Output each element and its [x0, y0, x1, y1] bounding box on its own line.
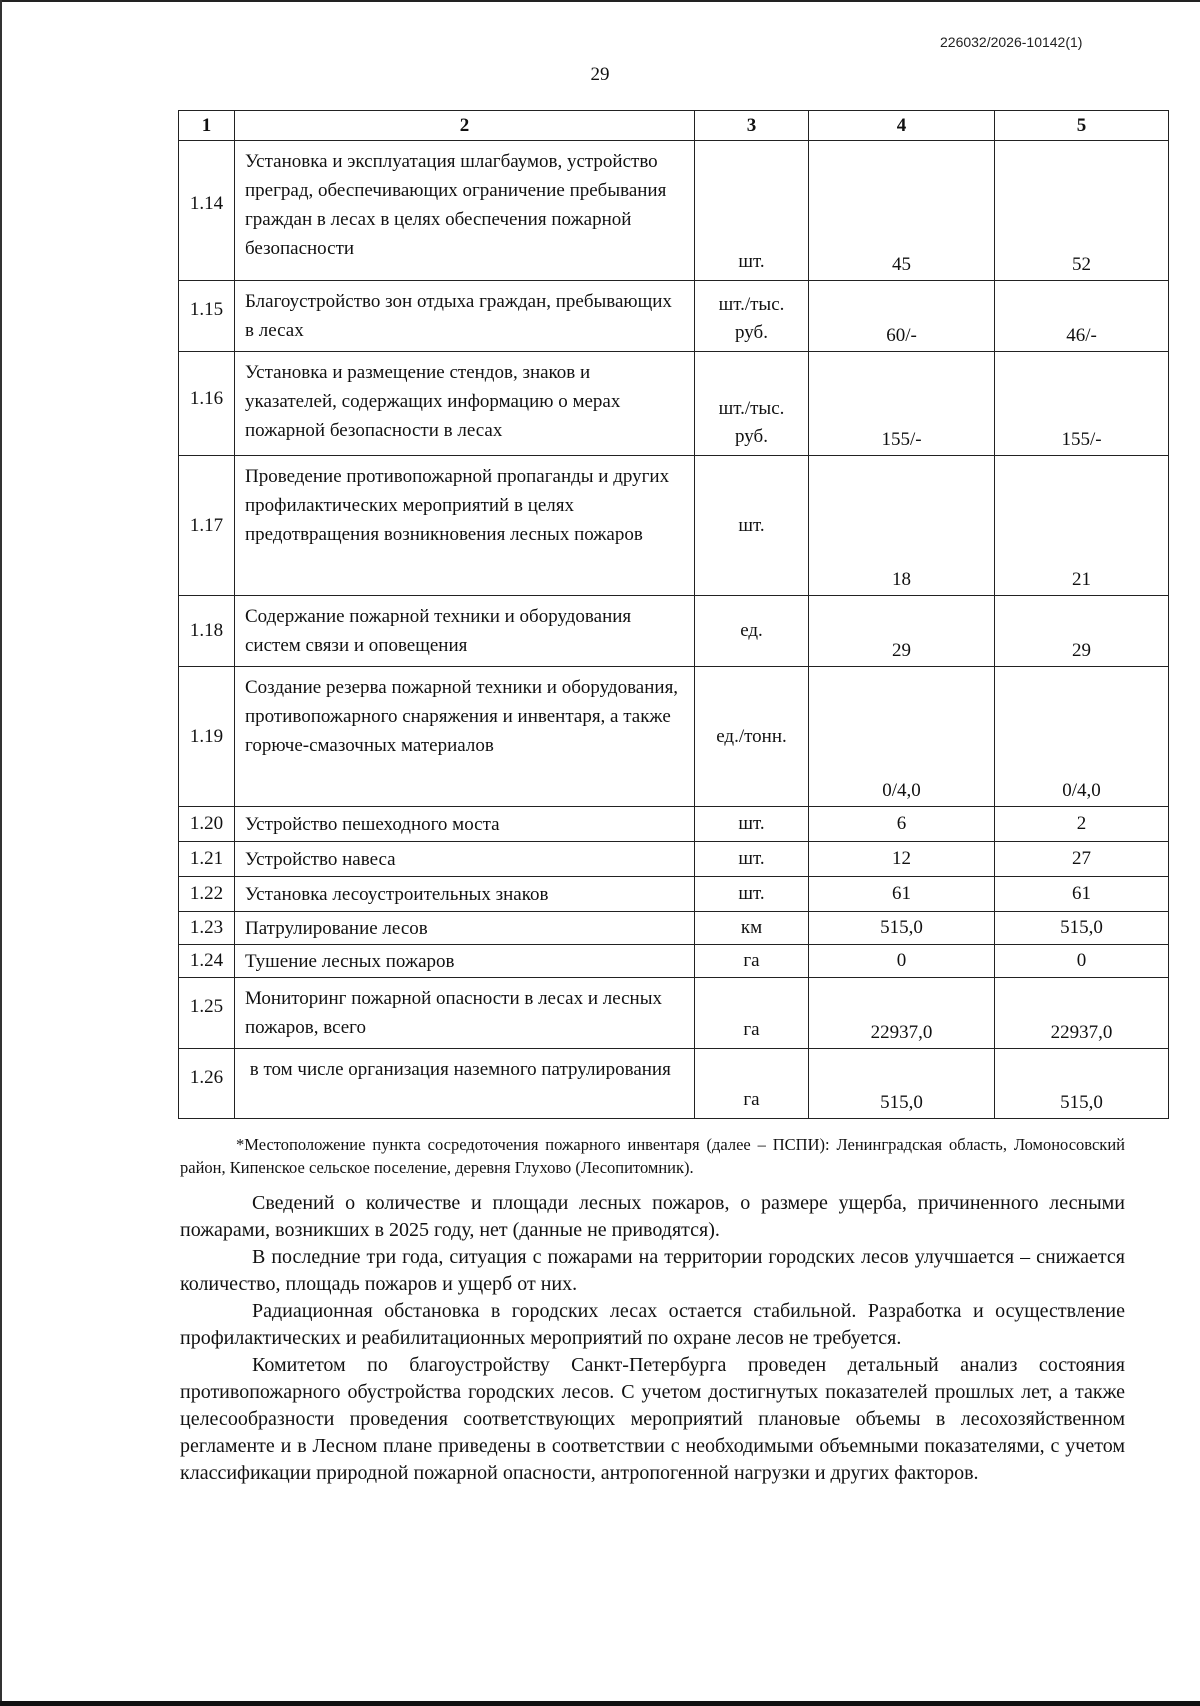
- column-header: 2: [235, 111, 695, 141]
- row-number: 1.24: [179, 945, 235, 978]
- table-row: [179, 912, 1169, 945]
- row-value-col5: 61: [995, 877, 1169, 912]
- row-value-col5: 515,0: [995, 912, 1169, 945]
- row-description: Установка лесоустроительных знаков: [235, 877, 695, 912]
- row-value-col5: 21: [995, 456, 1169, 596]
- row-unit: [695, 596, 809, 667]
- document-id: 226032/2026-10142(1): [940, 34, 1083, 50]
- row-number: 1.26: [179, 1049, 235, 1119]
- row-description: Установка и эксплуатация шлагбаумов, устройство преград, обеспечивающих ограничение пребывания граждан в лесах в целях обеспечения пожарной безопасности: [235, 141, 695, 281]
- row-number: 1.19: [179, 667, 235, 807]
- row-value-col4: 6: [809, 807, 995, 842]
- row-unit: [695, 352, 809, 456]
- table-row: [179, 667, 1169, 807]
- row-value-col5: 52: [995, 141, 1169, 281]
- page-number: 29: [590, 64, 610, 85]
- row-description: Патрулирование лесов: [235, 912, 695, 945]
- row-unit: [695, 141, 809, 281]
- column-header: 3: [695, 111, 809, 141]
- page-left-border: [0, 0, 2, 1706]
- row-value-col5: 0/4,0: [995, 667, 1169, 807]
- column-header: 1: [179, 111, 235, 141]
- row-unit: [695, 456, 809, 596]
- row-unit-line: шт.: [738, 848, 765, 869]
- table-row: [179, 807, 1169, 842]
- row-description: Проведение противопожарной пропаганды и других профилактических мероприятий в целях предотвращения возникновения лесных пожаров: [235, 456, 695, 596]
- row-number: 1.16: [179, 352, 235, 456]
- row-value-col4: 155/-: [809, 352, 995, 456]
- measures-table: [178, 110, 1169, 1119]
- row-unit-line: шт.: [738, 514, 765, 536]
- row-unit-line: ед.: [740, 620, 763, 641]
- row-value-col5: 22937,0: [995, 978, 1169, 1049]
- row-value-col5: 515,0: [995, 1049, 1169, 1119]
- row-number: 1.20: [179, 807, 235, 842]
- row-value-col4: 22937,0: [809, 978, 995, 1049]
- row-number: 1.18: [179, 596, 235, 667]
- row-value-col5: 29: [995, 596, 1169, 667]
- row-description: Создание резерва пожарной техники и оборудования, противопожарного снаряжения и инвентаря, а также горюче-смазочных материалов: [235, 667, 695, 807]
- row-unit-line: км: [740, 917, 763, 938]
- row-value-col5: 155/-: [995, 352, 1169, 456]
- row-value-col4: 29: [809, 596, 995, 667]
- row-unit: [695, 912, 809, 945]
- row-description: Установка и размещение стендов, знаков и указателей, содержащих информацию о мерах пожарной безопасности в лесах: [235, 352, 695, 456]
- row-value-col4: 0: [809, 945, 995, 978]
- column-header: 5: [995, 111, 1169, 141]
- row-unit: [695, 842, 809, 877]
- row-unit: [695, 978, 809, 1049]
- row-description: Устройство пешеходного моста: [235, 807, 695, 842]
- page-bottom-border: [0, 1701, 1200, 1706]
- body-text: [180, 1190, 1125, 1487]
- row-unit: [695, 807, 809, 842]
- row-description: Содержание пожарной техники и оборудования систем связи и оповещения: [235, 596, 695, 667]
- row-unit: [695, 1049, 809, 1119]
- table-row: [179, 141, 1169, 281]
- table-row: [179, 877, 1169, 912]
- table-row: [179, 1049, 1169, 1119]
- row-description: Благоустройство зон отдыха граждан, пребывающих в лесах: [235, 281, 695, 352]
- row-value-col5: 46/-: [995, 281, 1169, 352]
- table-row: [179, 456, 1169, 596]
- row-number: 1.22: [179, 877, 235, 912]
- table-footnote: *Местоположение пункта сосредоточения пожарного инвентаря (далее – ПСПИ): Ленинградская область, Ломоносовский район, Кипенское сельское поселение, деревня Глухово (Лесопитомник).: [180, 1135, 1125, 1177]
- row-unit-line: га: [743, 950, 760, 971]
- row-unit: [695, 877, 809, 912]
- row-number: 1.15: [179, 281, 235, 352]
- row-value-col4: 0/4,0: [809, 667, 995, 807]
- row-description: Устройство навеса: [235, 842, 695, 877]
- row-description: Мониторинг пожарной опасности в лесах и лесных пожаров, всего: [235, 978, 695, 1049]
- row-unit-line: шт.: [738, 813, 765, 834]
- row-value-col5: 2: [995, 807, 1169, 842]
- table-row: [179, 945, 1169, 978]
- table-row: [179, 842, 1169, 877]
- row-value-col4: 12: [809, 842, 995, 877]
- row-unit: [695, 945, 809, 978]
- paragraph: В последние три года, ситуация с пожарами на территории городских лесов улучшается – снижается количество, площадь пожаров и ущерб от них.: [180, 1246, 1125, 1295]
- paragraph: Комитетом по благоустройству Санкт-Петербурга проведен детальный анализ состояния противопожарного обустройства городских лесов. С учетом достигнутых показателей прошлых лет, а также целесообразности проведения соответствующих мероприятий плановые объемы в лесохозяйственном регламенте и в Лесном плане приведены в соответствии с необходимыми объемными показателями, с учетом классификации природной пожарной опасности, антропогенной нагрузки и других факторов.: [180, 1354, 1125, 1484]
- paragraph: Радиационная обстановка в городских лесах остается стабильной. Разработка и осуществление профилактических и реабилитационных мероприятий по охране лесов не требуется.: [180, 1300, 1125, 1349]
- row-unit: [695, 281, 809, 352]
- row-unit-line: руб.: [735, 322, 768, 343]
- row-number: 1.21: [179, 842, 235, 877]
- row-value-col4: 61: [809, 877, 995, 912]
- row-value-col4: 60/-: [809, 281, 995, 352]
- table-row: [179, 978, 1169, 1049]
- row-unit-line: руб.: [735, 426, 768, 447]
- table-row: [179, 596, 1169, 667]
- row-value-col4: 515,0: [809, 912, 995, 945]
- table-row: [179, 352, 1169, 456]
- page-top-border: [0, 0, 1200, 2]
- row-value-col4: 45: [809, 141, 995, 281]
- row-unit-line: шт.: [738, 251, 765, 272]
- row-unit: [695, 667, 809, 807]
- row-description: в том числе организация наземного патрулирования: [235, 1049, 695, 1119]
- row-value-col4: 18: [809, 456, 995, 596]
- row-unit-line: шт./тыс.: [718, 294, 785, 315]
- row-value-col4: 515,0: [809, 1049, 995, 1119]
- table-row: [179, 281, 1169, 352]
- column-header: 4: [809, 111, 995, 141]
- row-unit-line: шт.: [738, 883, 765, 904]
- table-header-row: [179, 111, 1169, 141]
- row-unit-line: ед./тонн.: [716, 725, 787, 747]
- row-unit-line: га: [743, 1089, 760, 1110]
- row-number: 1.14: [179, 141, 235, 281]
- row-description: Тушение лесных пожаров: [235, 945, 695, 978]
- row-number: 1.25: [179, 978, 235, 1049]
- paragraph: Сведений о количестве и площади лесных пожаров, о размере ущерба, причиненного лесными пожарами, возникших в 2025 году, нет (данные не приводятся).: [180, 1192, 1125, 1241]
- row-number: 1.23: [179, 912, 235, 945]
- row-unit-line: шт./тыс.: [718, 398, 785, 419]
- row-value-col5: 0: [995, 945, 1169, 978]
- row-unit-line: га: [743, 1019, 760, 1040]
- row-value-col5: 27: [995, 842, 1169, 877]
- row-number: 1.17: [179, 456, 235, 596]
